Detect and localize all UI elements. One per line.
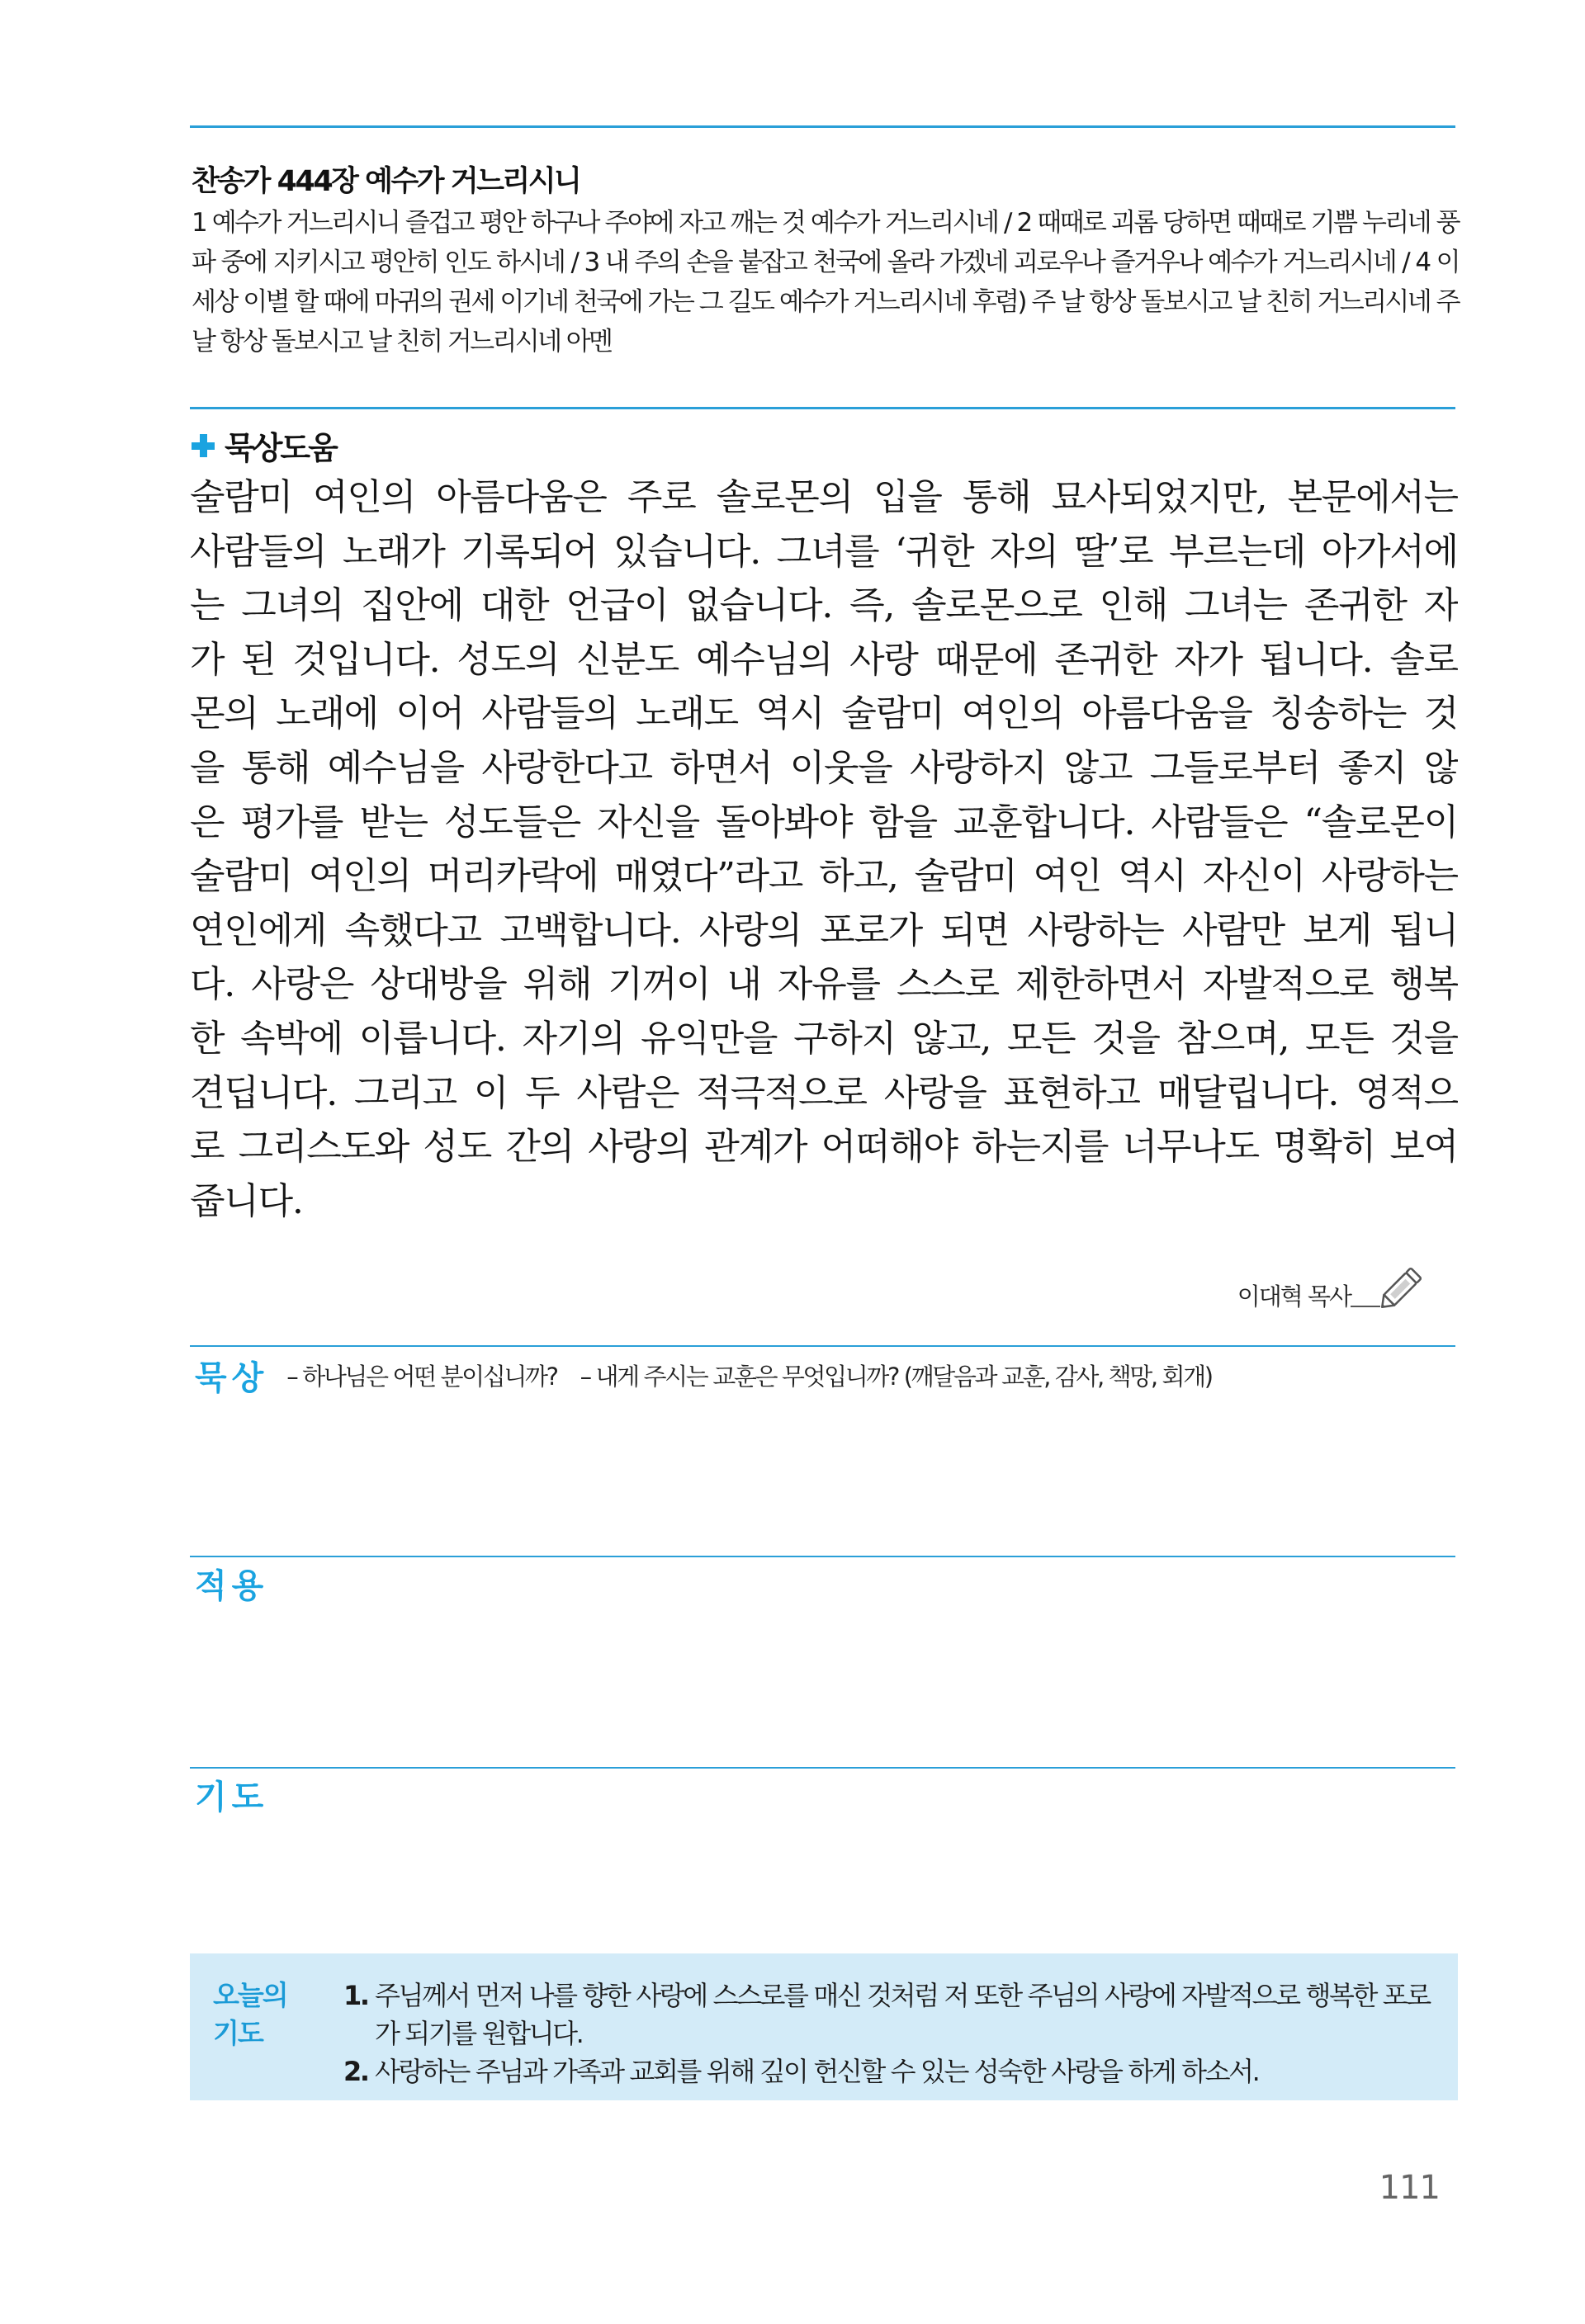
- hymn-title: 찬송가 444장 예수가 거느리시니: [192, 165, 580, 198]
- todays-prayer-label-line2: 기도: [213, 2017, 263, 2049]
- signature-line: [1351, 1306, 1380, 1307]
- body-line: 견딥니다. 그리고 이 두 사람은 적극적으로 사랑을 표현하고 매달립니다. 영적으: [190, 1071, 1458, 1114]
- body-line: 을 통해 예수님을 사랑한다고 하면서 이웃을 사랑하지 않고 그들로부터 좋지 않: [190, 746, 1458, 789]
- todays-prayer-label-line1: 오늘의: [213, 1979, 287, 2011]
- meditation-question-2: – 내게 주시는 교훈은 무엇입니까? (깨달음과 교훈, 감사, 책망, 회개): [580, 1362, 1212, 1391]
- meditation-row: [195, 1350, 1235, 1400]
- body-line: 몬의 노래에 이어 사람들의 노래도 역시 술람미 여인의 아름다움을 칭송하는 것: [190, 692, 1458, 735]
- prayer-number: 2.: [343, 2056, 368, 2087]
- application-divider: [190, 1556, 1455, 1557]
- meditation-help-heading: [192, 423, 336, 468]
- meditation-help-body: [190, 470, 1458, 1228]
- prayer-list: [343, 1977, 1441, 2090]
- prayer-number: 1.: [343, 1980, 368, 2011]
- application-label: 적용: [195, 1567, 269, 1605]
- meditation-help-title: 묵상도움: [225, 430, 336, 466]
- hymn-lyrics: 1 예수가 거느리시니 즐겁고 평안 하구나 주야에 자고 깨는 것 예수가 거느리시네 / 2 때때로 괴롬 당하면 때때로 기쁨 누리네 풍파 중에 지키시고 평안히 인도 하시네 / 3 내 주의 손을 붙잡고 천국에 올라 가겠네 괴로우나 즐거우나 예수가 거느리시네 / 4 이 세상 이별 할 때에 마귀의 권세 이기네 천국에 가는 그 길도 예수가 거느리시네 후렴) 주 날 항상 돌보시고 날 친히 거느리시네 주 날 항상 돌보시고 날 친히 거느리시네 아멘: [192, 208, 1459, 357]
- author-name: 이대혁 목사: [1237, 1282, 1351, 1311]
- body-line: 한 속박에 이릅니다. 자기의 유익만을 구하지 않고, 모든 것을 참으며, 모든 것을: [190, 1017, 1458, 1060]
- body-line: 는 그녀의 집안에 대한 언급이 없습니다. 즉, 솔로몬으로 인해 그녀는 존귀한 자: [190, 584, 1458, 627]
- body-line: 가 된 것입니다. 성도의 신분도 예수님의 사랑 때문에 존귀한 자가 됩니다. 솔로: [190, 638, 1458, 681]
- body-line: 은 평가를 받는 성도들은 자신을 돌아봐야 함을 교훈합니다. 사람들은 “솔로몬이: [190, 801, 1458, 843]
- top-divider: [190, 125, 1455, 128]
- hymn-divider: [190, 407, 1455, 409]
- prayer-text: 주님께서 먼저 나를 향한 사랑에 스스로를 매신 것처럼 저 또한 주님의 사랑에 자발적으로 행복한 포로가 되기를 원합니다.: [375, 1980, 1430, 2049]
- body-line: 사람들의 노래가 기록되어 있습니다. 그녀를 ‘귀한 자의 딸’로 부르는데 아가서에: [190, 530, 1458, 573]
- todays-prayer-box: [190, 1953, 1458, 2100]
- plus-icon: [192, 434, 215, 457]
- meditation-label: 묵상: [195, 1358, 269, 1397]
- page-number: 111: [1379, 2169, 1440, 2207]
- prayer-divider: [190, 1767, 1455, 1769]
- body-line: 연인에게 속했다고 고백합니다. 사랑의 포로가 되면 사랑하는 사람만 보게 됩니: [190, 909, 1458, 952]
- author-signature: [1237, 1261, 1428, 1312]
- body-line: 로 그리스도와 성도 간의 사랑의 관계가 어떠해야 하는지를 너무나도 명확히 보여: [190, 1126, 1458, 1169]
- body-line: 줍니다.: [190, 1179, 303, 1222]
- body-line: 술람미 여인의 머리카락에 매였다”라고 하고, 술람미 여인 역시 자신이 사랑하는: [190, 855, 1458, 898]
- prayer-text: 사랑하는 주님과 가족과 교회를 위해 깊이 헌신할 수 있는 성숙한 사랑을 하게 하소서.: [375, 2056, 1259, 2087]
- meditation-question-1: – 하나님은 어떤 분이십니까?: [286, 1362, 557, 1391]
- prayer-item: [343, 1977, 1441, 2052]
- meditation-divider: [190, 1345, 1455, 1347]
- body-line: 다. 사랑은 상대방을 위해 기꺼이 내 자유를 스스로 제한하면서 자발적으로 행복: [190, 963, 1458, 1006]
- pencil-icon: [1377, 1261, 1428, 1312]
- prayer-label: 기도: [195, 1778, 269, 1816]
- prayer-item: [343, 2052, 1441, 2090]
- todays-prayer-label: [213, 1977, 304, 2052]
- body-line: 술람미 여인의 아름다움은 주로 솔로몬의 입을 통해 묘사되었지만, 본문에서는: [190, 476, 1458, 518]
